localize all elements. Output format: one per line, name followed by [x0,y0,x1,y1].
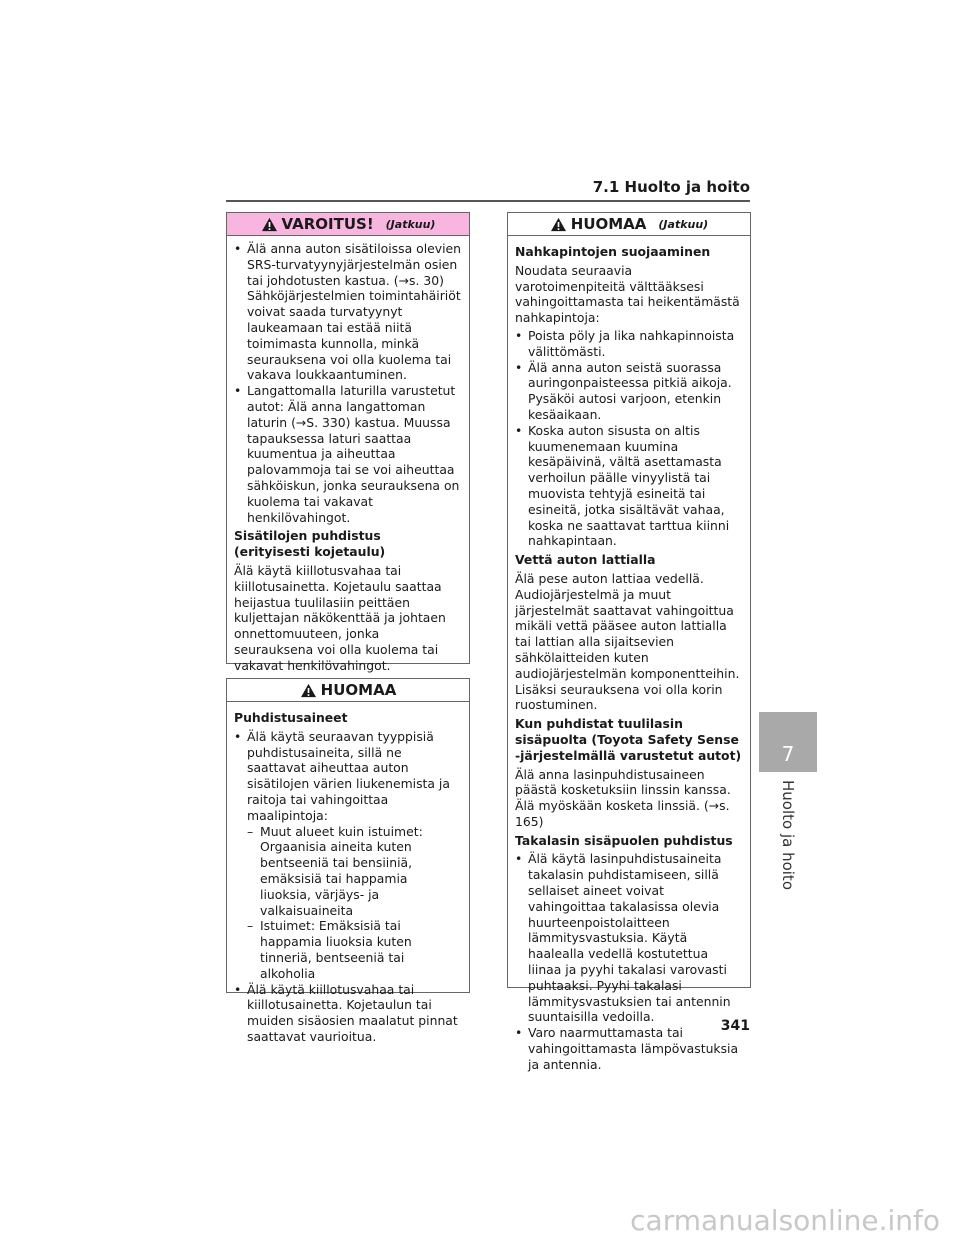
notice-box-left [226,678,470,1044]
warning-box-continued: (Jatkuu) [385,217,436,231]
notice-box-left-header [227,679,469,702]
chapter-tab-label: Huolto ja hoito [779,780,797,890]
warning-triangle-icon [550,217,567,232]
list-item: • Älä käytä lasinpuhdistusaineita takalasin puhdistamiseen, sillä sellaiset aineet voivat vahingoittaa takalasissa olevia huurteenpoistolaitteen lämmitysvastuksia. Käytä haalealla vedellä kostutettua liinaa ja pyyhi takalasi varovasti puhtaaksi. Pyyhi takalasi lämmitysvastuksien tai antennin suuntaisilla vedoilla. [515,851,742,1025]
notice-box-right-title: HUOMAA [570,215,647,233]
section-text: Älä anna lasinpuhdistusaineen päästä kosketuksiin linssin kanssa. Älä myöskään kosketa linssiä. (→s. 165) [515,766,731,829]
dash-item: – Muut alueet kuin istuimet: Orgaanisia aineita kuten bentseeniä tai bensiiniä, emäksisiä tai happamia liuoksia, värjäys- ja valkaisuaineita [247,824,461,919]
page-number: 341 [720,1018,750,1034]
section-text: Noudata seuraavia varotoimenpiteitä välttääksesi vahingoittamasta tai heikentämästä nahkapintoja: [515,262,740,326]
rear-window-bullets [515,851,742,1072]
list-item: • Varo naarmuttamasta tai vahingoittamasta lämpövastuksia ja antennia. [515,1025,742,1072]
notice-box-right-continued: (Jatkuu) [658,217,709,231]
chapter-title: 7.1 Huolto ja hoito [592,178,750,196]
watermark: carmanualsonline.info [630,1204,940,1237]
warning-bullets [234,241,461,525]
section-heading: Nahkapintojen suojaaminen [515,244,711,259]
section-heading: Vettä auton lattialla [515,552,656,568]
section-text: Älä pese auton lattiaa vedellä. Audiojärjestelmä ja muut järjestelmät saattavat vahingoittua mikäli vettä pääsee auton lattialla tai lattian alla sijaitsevien sähkölaitteiden kuten audiojärjestelmän komponentteihin. Lisäksi seurauksena voi olla korin ruostuminen. [515,570,740,713]
warning-triangle-icon [300,683,317,698]
section-heading: Takalasin sisäpuolen puhdistus [515,832,733,848]
list-item: • Koska auton sisusta on altis kuumenemaan kuumina kesäpäivinä, vältä asettamasta verhoilun päälle vinyylistä tai muovista tehtyjä esineitä tai esineitä, jotka sisältävät vahaa, koska ne saattavat tarttua kiinni nahkapintaan. [515,423,742,549]
notice-box-left-body [227,702,469,1053]
warning-triangle-icon [261,217,278,232]
header-rule [226,200,750,202]
leather-bullets [515,328,742,549]
section-heading: Sisätilojen puhdistus (erityisesti kojetaulu) [234,528,386,560]
warning-box-header [227,213,469,236]
dash-list [247,824,461,982]
warning-box-body [227,236,469,684]
section-heading: Puhdistusaineet [234,710,348,725]
notice-box-right-header [508,213,750,236]
list-item: • Älä anna auton sisätiloissa olevien SRS-turvatyynyjärjestelmän osien tai johdotusten kastua. (→s. 30) Sähköjärjestelmien toimintahäiriöt voivat saada turvatyynyt laukeamaan tai estää niitä toimimasta kunnolla, minkä seurauksena voi olla kuolema tai vakava loukkaantuminen. [234,241,461,383]
list-item: • Poista pöly ja lika nahkapinnoista välittömästi. [515,328,742,360]
section-text: Älä käytä kiillotusvahaa tai kiillotusainetta. Kojetaulu saattaa heijastua tuulilasiin peittäen kuljettajan näkökenttää ja johtaen onnettomuuteen, jonka seurauksena voi olla kuolema tai vakavat henkilövahingot. [234,562,446,673]
chapter-tab[interactable]: 7 [759,712,817,772]
list-item: • Älä käytä kiillotusvahaa tai kiillotusainetta. Kojetaulun tai muiden sisäosien maalatut pinnat saattavat vaurioitua. [234,982,461,1045]
notice-box-left-title: HUOMAA [320,681,397,699]
list-item [234,729,461,982]
notice-left-bullets [234,729,461,1045]
warning-box-title: VAROITUS! [281,215,374,233]
list-item: • Älä anna auton seistä suorassa auringonpaisteessa pitkiä aikoja. Pysäköi autosi varjoon, etenkin kesäaikaan. [515,360,742,423]
list-item: • Langattomalla laturilla varustetut autot: Älä anna langattoman laturin (→S. 330) kastua. Muussa tapauksessa laturi saattaa kuumentua ja aiheuttaa palovammoja tai se voi aiheuttaa sähköiskun, jonka seurauksena on kuolema tai vakavat henkilövahingot. [234,383,461,525]
dash-item: – Istuimet: Emäksisiä tai happamia liuoksia kuten tinneriä, bentseeniä tai alkoholia [247,918,461,981]
notice-box-right-body [508,236,750,1081]
section-heading: Kun puhdistat tuulilasin sisäpuolta (Toyota Safety Sense -järjestelmällä varustetut autot) [515,716,742,763]
list-item-text: Älä käytä seuraavan tyyppisiä puhdistusaineita, sillä ne saattavat aiheuttaa auton sisätilojen värien liukenemista ja raitoja tai vahingoittaa maalipintoja: [247,728,450,823]
warning-box [226,212,470,673]
